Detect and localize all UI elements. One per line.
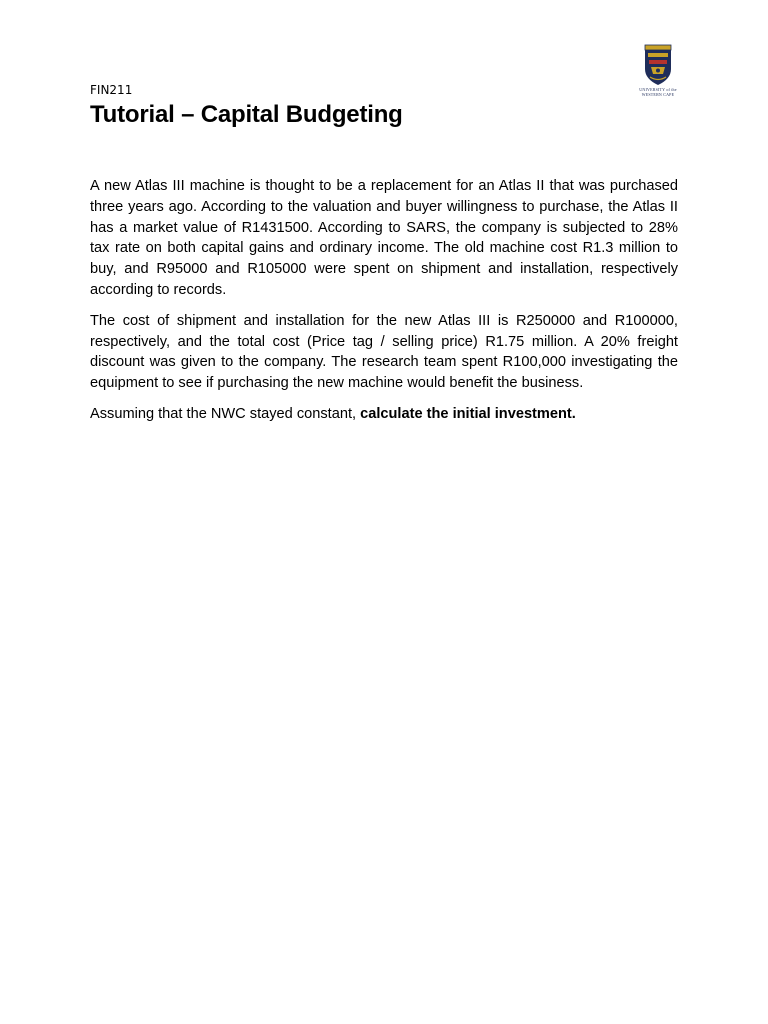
paragraph-2: The cost of shipment and installation for the new Atlas III is R250000 and R100000, respectively, and the total cost (Price tag / selling price) R1.75 million. A 20% freight discount was given to the company. The research team spent R100,000 investigating the equipment to see if purchasing the new machine would benefit the business.: [90, 312, 678, 392]
paragraph-1: A new Atlas III machine is thought to be a replacement for an Atlas II that was purchased three years ago. According to the valuation and buyer willingness to purchase, the Atlas II has a market value of R1431500. According to SARS, the company is subjected to 28% tax rate on both capital gains and ordinary income. The old machine cost R1.3 million to buy, and R95000 and R105000 were spent on shipment and installation, respectively according to records.: [90, 178, 678, 298]
paragraph-3-emphasis: calculate the initial investment.: [360, 405, 576, 422]
course-code: FIN211: [90, 83, 133, 97]
document-body: [90, 176, 678, 435]
logo-caption-line1: UNIVERSITY of the: [639, 87, 677, 92]
page-title: Tutorial – Capital Budgeting: [90, 101, 403, 128]
logo-caption: [633, 87, 683, 97]
logo-caption-line2: WESTERN CAPE: [641, 92, 675, 97]
paragraph-3: [90, 404, 678, 425]
paragraph-3-text: Assuming that the NWC stayed constant,: [90, 405, 361, 422]
